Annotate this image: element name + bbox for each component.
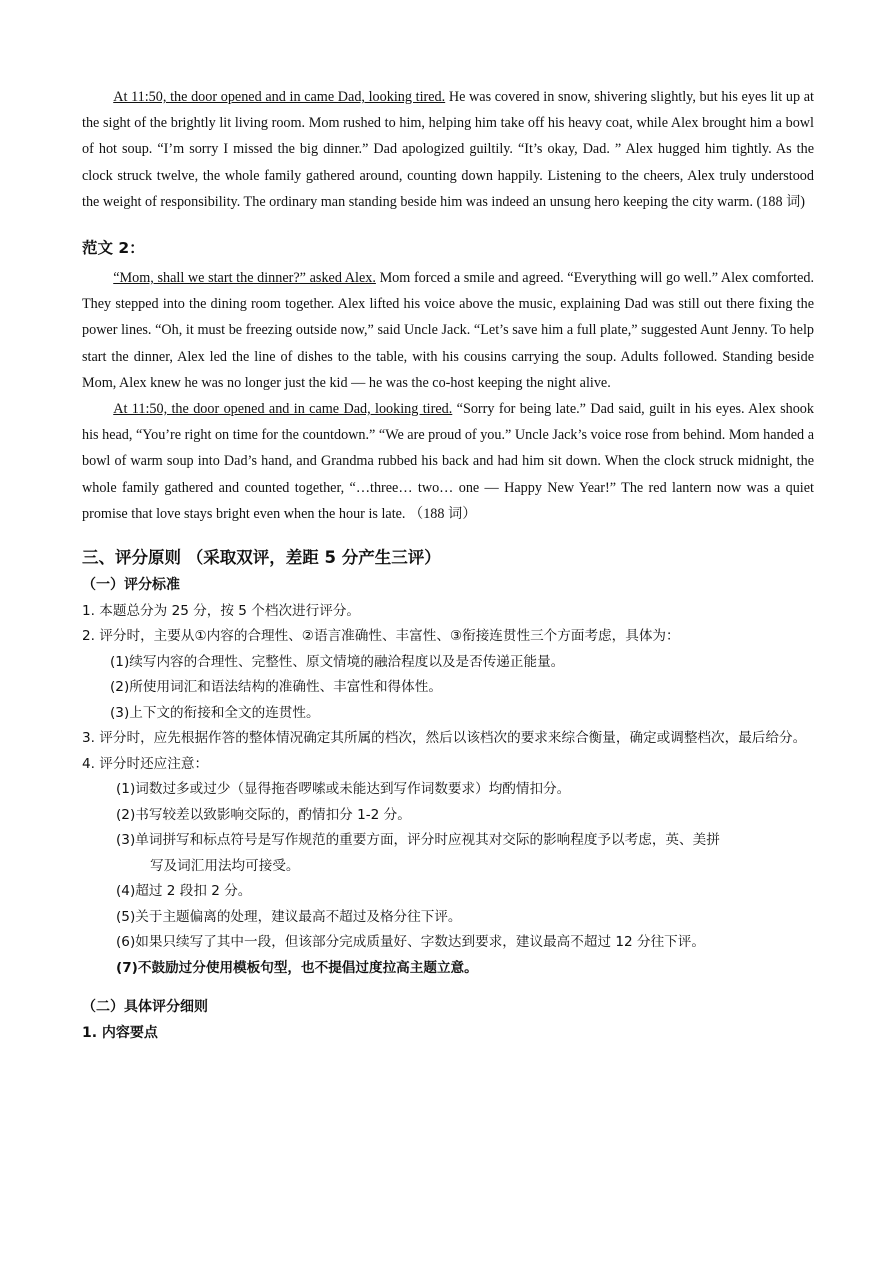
rule-item-3: 3. 评分时，应先根据作答的整体情况确定其所属的档次，然后以该档次的要求来综合衡量，确定或调整档次，最后给分。 <box>82 730 807 747</box>
rule-item-2: 2. 评分时，主要从①内容的合理性、②语言准确性、丰富性、③衔接连贯性三个方面考虑，具体为： <box>82 628 680 645</box>
essay1-paragraph-text: He was covered in snow, shivering slightly, but his eyes lit up at the sight of the brightly lit living room. Mom rushed to him, helping him take off his heavy coat, while Alex brought him a bowl of hot soup. “I’m sorry I missed the big dinner.” Dad apologized guiltily. “It’s okay, Dad. ” Alex hugged him tightly. As the clock struck twelve, the whole family gathered around, counting down happily. Listening to the cheers, Alex truly understood the weight of responsibility. The ordinary man standing beside him was indeed an unsung hero keeping the city warm. (188 词) <box>82 89 814 210</box>
essay2-given-sentence-2: At 11:50, the door opened and in came Dad, looking tired. <box>113 401 453 418</box>
rule-item-2-sub-3: (3)上下文的衔接和全文的连贯性。 <box>110 704 320 721</box>
rule-item-2-sub-2: (2)所使用词汇和语法结构的准确性、丰富性和得体性。 <box>110 679 442 696</box>
essay1-given-sentence: At 11:50, the door opened and in came Dad, looking tired. <box>113 89 446 105</box>
section3-title: 三、评分原则 （采取双评，差距 5 分产生三评） <box>82 548 441 568</box>
essay2-paragraph-2 <box>82 396 814 527</box>
essay1-paragraph <box>82 84 814 215</box>
rule-item-4-sub-3-line-2: 写及词汇用法均可接受。 <box>150 857 300 874</box>
document-page <box>82 84 814 1046</box>
rule-item-4-sub-6: (6)如果只续写了其中一段，但该部分完成质量好、字数达到要求，建议最高不超过 12 分往下评。 <box>116 934 705 951</box>
scoring-standard-title: （一）评分标准 <box>82 577 180 594</box>
rule-item-4-sub-3-line-1: (3)单词拼写和标点符号是写作规范的重要方面，评分时应视其对交际的影响程度予以考虑，英、美拼 <box>116 832 720 849</box>
content-points-title: 1. 内容要点 <box>82 1024 158 1041</box>
essay2-paragraph-1-text: Mom forced a smile and agreed. “Everything will go well.” Alex comforted. They stepped into the dining room together. Alex lifted his voice above the music, explaining Dad was still out there fixing the power lines. “Oh, it must be freezing outside now,” said Uncle Jack. “Let’s save him a full plate,” suggested Aunt Jenny. To help start the dinner, Alex led the line of dishes to the table, with his cousins carrying the soup. Adults followed. Standing beside Mom, Alex knew he was no longer just the kid — he was the co-host keeping the night alive. <box>82 270 815 391</box>
rule-item-4: 4. 评分时还应注意： <box>82 755 209 772</box>
essay2-paragraph-2-text: “Sorry for being late.” Dad said, guilt in his eyes. Alex shook his head, “You’re right on time for the countdown.” “We are proud of you.” Uncle Jack’s voice rose from behind. Mom handed a bowl of warm soup into Dad’s hand, and Grandma rubbed his back and had him sit down. When the clock struck midnight, the whole family gathered and counted together, “…three… two… one — Happy New Year!” The red lantern now was a quiet promise that love stays bright even when the hour is late. （188 词） <box>82 401 814 522</box>
rule-item-4-sub-1: (1)词数过多或过少（显得拖沓啰嗦或未能达到写作词数要求）均酌情扣分。 <box>116 781 571 798</box>
rule-item-4-sub-5: (5)关于主题偏离的处理，建议最高不超过及格分往下评。 <box>116 908 462 925</box>
essay2-paragraph-1 <box>82 265 814 396</box>
rule-item-4-sub-7: (7)不鼓励过分使用模板句型，也不提倡过度拉高主题立意。 <box>116 959 478 976</box>
essay2-heading: 范文 2： <box>82 239 145 258</box>
detailed-rules-title: （二）具体评分细则 <box>82 999 208 1016</box>
rule-item-4-sub-4: (4)超过 2 段扣 2 分。 <box>116 883 252 900</box>
rule-item-1: 1. 本题总分为 25 分，按 5 个档次进行评分。 <box>82 602 361 619</box>
rule-item-2-sub-1: (1)续写内容的合理性、完整性、原文情境的融洽程度以及是否传递正能量。 <box>110 653 565 670</box>
rule-item-4-sub-2: (2)书写较差以致影响交际的，酌情扣分 1-2 分。 <box>116 806 411 823</box>
essay2-given-sentence-1: “Mom, shall we start the dinner?” asked Alex. <box>113 270 376 287</box>
